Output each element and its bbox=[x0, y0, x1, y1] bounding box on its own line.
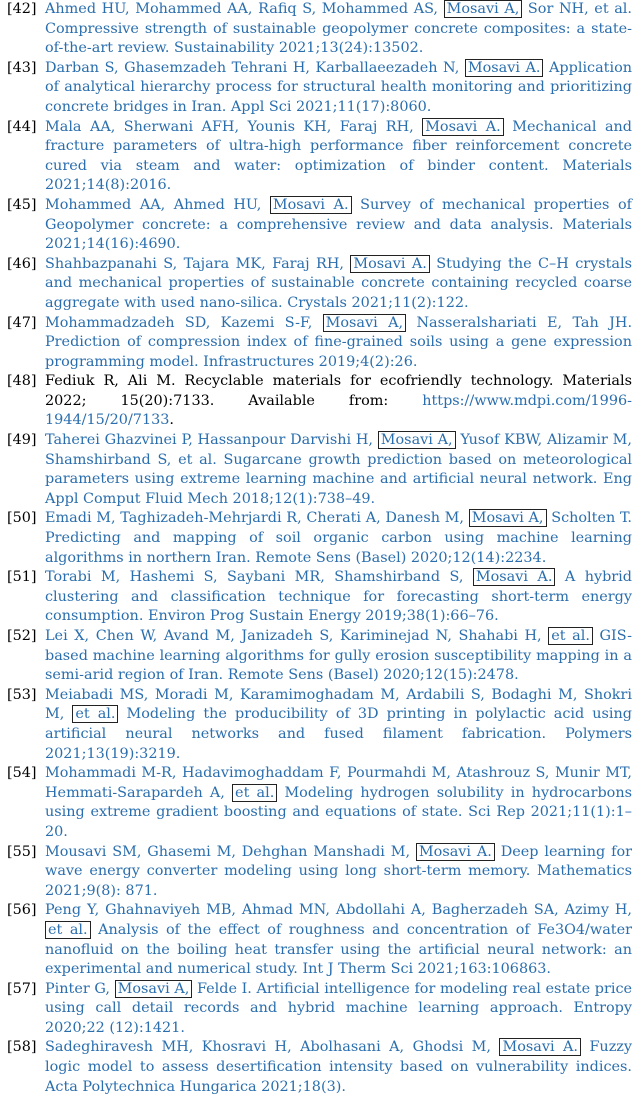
reference-segment: Modeling hydrogen solubility in hydrocarbons using extreme gradient boosting and equations of state. Sci Rep 2021;11(1):1–20. bbox=[45, 784, 632, 840]
reference-number: [47] bbox=[7, 314, 37, 331]
highlighted-author-box: Mosavi A, bbox=[469, 509, 547, 527]
reference-segment: Survey of mechanical properties of Geopolymer concrete: a comprehensive review and data analysis. Materials 2021;14(16):4690. bbox=[45, 196, 632, 253]
reference-segment: Pinter G, bbox=[45, 980, 115, 997]
reference-segment: Torabi M, Hashemi S, Saybani MR, Shamshirband S, bbox=[45, 569, 473, 586]
reference-segment: Felde I. Artificial intelligence for modeling real estate price using call detail records and hybrid machine learning approach. Entropy 2020;22 (12):1421. bbox=[45, 980, 633, 1036]
reference-entry bbox=[7, 255, 632, 314]
reference-number: [55] bbox=[7, 843, 37, 860]
highlighted-author-box: Mosavi A. bbox=[270, 196, 352, 214]
reference-number: [42] bbox=[7, 1, 37, 17]
reference-segment: Mala AA, Sherwani AFH, Younis KH, Faraj RH, bbox=[45, 118, 423, 135]
highlighted-author-box: Mosavi A, bbox=[323, 314, 406, 332]
reference-link[interactable] bbox=[45, 314, 632, 373]
reference-link[interactable] bbox=[45, 196, 632, 255]
reference-entry bbox=[7, 901, 632, 979]
highlighted-author-box: et al. bbox=[232, 784, 277, 802]
reference-link[interactable] bbox=[45, 1038, 632, 1097]
reference-entry bbox=[7, 314, 632, 373]
highlighted-author-box: et al. bbox=[548, 627, 593, 645]
reference-link[interactable] bbox=[45, 901, 632, 979]
reference-segment: Fediuk R, Ali M. Recyclable materials for ecofriendly technology. Materials 2022; 15(20):7133. Available from: bbox=[45, 373, 632, 409]
highlighted-author-box: Mosavi A, bbox=[378, 431, 456, 449]
reference-segment: Sor NH, et al. Compressive strength of sustainable geopolymer concrete composites: a state-of-the-art review. Sustainability 2021;13(24):13502. bbox=[45, 1, 632, 57]
reference-segment: GIS-based machine learning algorithms for gully erosion susceptibility mapping in a semi-arid region of Iran. Remote Sens (Basel) 2020;12(15):2478. bbox=[45, 628, 632, 684]
reference-link[interactable] bbox=[45, 0, 632, 59]
reference-number: [56] bbox=[7, 902, 37, 919]
reference-link[interactable] bbox=[45, 686, 632, 764]
reference-entry bbox=[7, 843, 632, 902]
highlighted-author-box: Mosavi A. bbox=[473, 568, 556, 586]
reference-entry bbox=[7, 980, 632, 1039]
reference-segment: A hybrid clustering and classification technique for forecasting short-term energy consumption. Environ Prog Sustain Energy 2019;38(1):66–76. bbox=[45, 569, 632, 625]
reference-number: [51] bbox=[7, 569, 37, 586]
reference-segment: Deep learning for wave energy converter modeling using long short-term memory. Mathematics 2021;9(8): 871. bbox=[45, 843, 632, 899]
reference-number: [53] bbox=[7, 686, 37, 703]
highlighted-author-box: Mosavi A, bbox=[444, 0, 523, 18]
reference-segment: Mohammed AA, Ahmed HU, bbox=[45, 196, 270, 213]
reference-segment: Taherei Ghazvinei P, Hassanpour Darvishi H, bbox=[45, 432, 378, 449]
highlighted-author-box: et al. bbox=[72, 705, 118, 723]
highlighted-author-box: Mosavi A. bbox=[350, 255, 429, 273]
reference-link[interactable] bbox=[45, 59, 632, 118]
highlighted-author-box: Mosavi A, bbox=[115, 980, 193, 998]
reference-segment: . bbox=[169, 412, 174, 429]
reference-segment: Nasseralshariati E, Tah JH. Prediction of compression index of fine-grained soils using a gene expression programming model. Infrastructures 2019;4(2):26. bbox=[45, 314, 633, 370]
reference-number: [49] bbox=[7, 432, 37, 449]
reference-link[interactable] bbox=[45, 843, 632, 902]
reference-segment: Meiabadi MS, Moradi M, Karamimoghadam M, Ardabili S, Bodaghi M, Shokri M, bbox=[45, 686, 632, 723]
reference-segment: Ahmed HU, Mohammed AA, Rafiq S, Mohammed AS, bbox=[45, 1, 444, 17]
reference-link[interactable] bbox=[45, 509, 632, 568]
reference-segment: Peng Y, Ghahnaviyeh MB, Ahmad MN, Abdollahi A, Bagherzadeh SA, Azimy H, bbox=[45, 902, 632, 919]
reference-number: [44] bbox=[7, 118, 37, 135]
reference-link[interactable] bbox=[45, 255, 632, 314]
highlighted-author-box: et al. bbox=[45, 921, 91, 939]
reference-entry bbox=[7, 686, 632, 764]
reference-segment: Lei X, Chen W, Avand M, Janizadeh S, Kariminejad N, Shahabi H, bbox=[45, 628, 549, 644]
reference-number: [43] bbox=[7, 59, 37, 76]
reference-number: [52] bbox=[7, 628, 37, 644]
reference-entry bbox=[7, 509, 632, 568]
reference-number: [45] bbox=[7, 196, 37, 213]
reference-segment: Mohammadzadeh SD, Kazemi S-F, bbox=[45, 314, 323, 331]
reference-entry bbox=[7, 568, 632, 627]
reference-entry bbox=[7, 372, 632, 431]
reference-segment: Yusof KBW, Alizamir M, Shamshirband S, et al. Sugarcane growth prediction based on meteorological parameters using extreme learning machine and artificial neural network. Eng Appl Comput Fluid Mech 2018;12(1):738–49. bbox=[45, 432, 632, 507]
reference-entry bbox=[7, 431, 632, 509]
url-link[interactable]: https://www.mdpi.com/1996-1944/15/20/7133 bbox=[45, 392, 632, 429]
reference-link[interactable] bbox=[45, 568, 632, 627]
reference-segment: Mousavi SM, Ghasemi M, Dehghan Manshadi M, bbox=[45, 843, 416, 860]
highlighted-author-box: Mosavi A. bbox=[499, 1038, 581, 1056]
reference-segment: Mohammadi M-R, Hadavimoghaddam F, Pourmahdi M, Atashrouz S, Munir MT, Hemmati-Sarapardeh A, bbox=[45, 765, 632, 801]
reference-number: [50] bbox=[7, 510, 37, 527]
reference-number: [46] bbox=[7, 255, 37, 272]
reference-entry bbox=[7, 59, 632, 118]
reference-number: [57] bbox=[7, 980, 37, 997]
reference-segment: Modeling the producibility of 3D printing in polylactic acid using artificial neural networks and fused filament fabrication. Polymers 2021;13(19):3219. bbox=[45, 706, 632, 762]
reference-number: [48] bbox=[7, 373, 37, 390]
reference-segment: Sadeghiravesh MH, Khosravi H, Abolhasani A, Ghodsi M, bbox=[45, 1039, 500, 1056]
reference-link[interactable] bbox=[45, 431, 632, 509]
reference-segment: Application of analytical hierarchy process for structural health monitoring and prioritizing concrete bridges in Iran. Appl Sci 2021;11(17):8060. bbox=[45, 59, 633, 115]
highlighted-author-box: Mosavi A. bbox=[465, 59, 544, 77]
reference-entry bbox=[7, 764, 632, 842]
highlighted-author-box: Mosavi A. bbox=[422, 118, 504, 136]
reference-number: [54] bbox=[7, 765, 37, 782]
reference-segment: Emadi M, Taghizadeh-Mehrjardi R, Cherati A, Danesh M, bbox=[45, 510, 469, 527]
reference-link[interactable] bbox=[45, 627, 632, 686]
reference-link[interactable] bbox=[45, 980, 632, 1039]
reference-number: [58] bbox=[7, 1039, 37, 1056]
reference-segment: Mechanical and fracture parameters of ultra-high performance fiber reinforcement concrete cured via steam and water: optimization of binder content. Materials 2021;14(8):2016. bbox=[45, 118, 633, 194]
highlighted-author-box: Mosavi A. bbox=[416, 843, 495, 861]
reference-entry bbox=[7, 118, 632, 196]
reference-link[interactable] bbox=[45, 118, 632, 196]
reference-text bbox=[45, 372, 632, 431]
reference-entry bbox=[7, 196, 632, 255]
reference-entry bbox=[7, 1038, 632, 1097]
reference-segment: Shahbazpanahi S, Tajara MK, Faraj RH, bbox=[45, 255, 351, 272]
reference-segment: Analysis of the effect of roughness and concentration of Fe3O4/water nanofluid on the boiling heat transfer using the artificial neural network: an experimental and numerical study. Int J Therm Sci 2021;163:106863. bbox=[45, 921, 632, 978]
reference-segment: Scholten T. Predicting and mapping of soil organic carbon using machine learning algorithms in northern Iran. Remote Sens (Basel) 2020;12(14):2234. bbox=[45, 510, 632, 566]
reference-entry bbox=[7, 0, 632, 59]
reference-segment: Darban S, Ghasemzadeh Tehrani H, Karballaeezadeh N, bbox=[45, 59, 465, 76]
reference-link[interactable] bbox=[45, 764, 632, 842]
reference-segment: Studying the C–H crystals and mechanical properties of sustainable concrete containing recycled coarse aggregate with used nano-silica. Crystals 2021;11(2):122. bbox=[45, 255, 632, 311]
reference-segment: Fuzzy logic model to assess desertification intensity based on vulnerability indices. Acta Polytechnica Hungarica 2021;18(3). bbox=[45, 1039, 632, 1095]
reference-entry bbox=[7, 627, 632, 686]
